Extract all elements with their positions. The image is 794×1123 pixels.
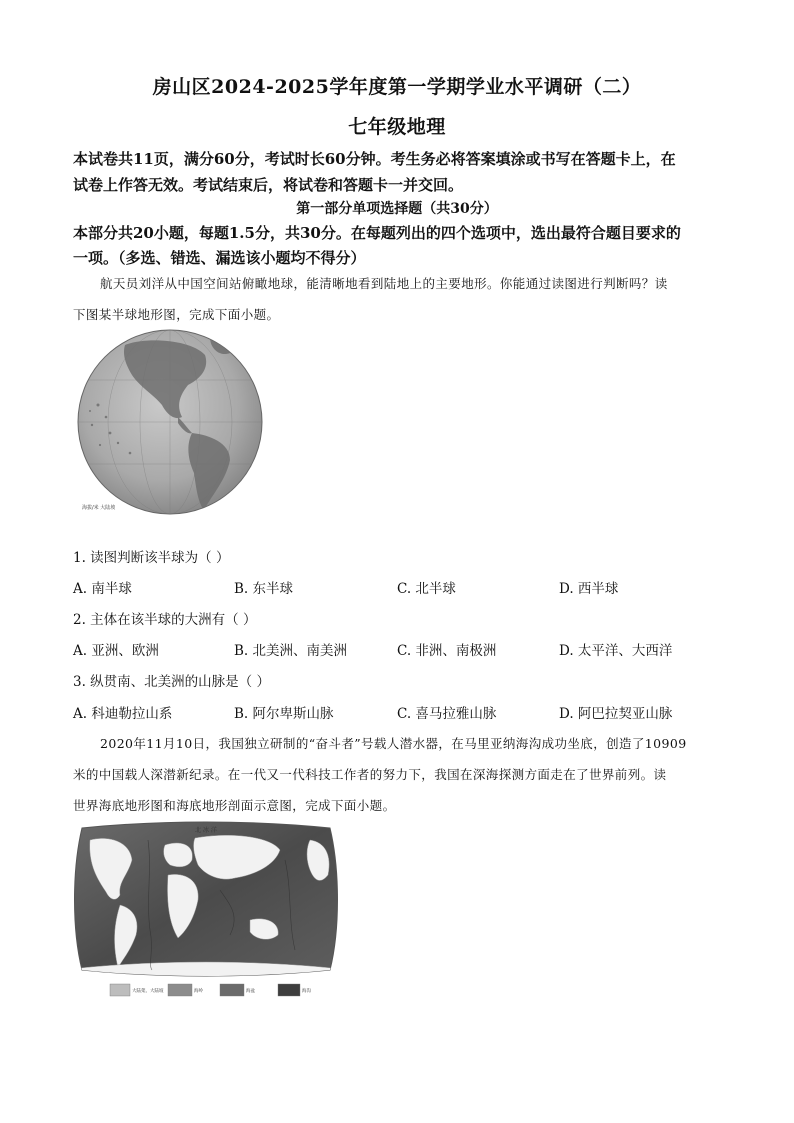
instructions-line-1: 本试卷共11页，满分60分，考试时长60分钟。考生务必将答案填涂或书写在答题卡上，在 xyxy=(73,150,676,168)
question-3-option-c[interactable]: C. 喜马拉雅山脉 xyxy=(397,706,497,722)
question-2-option-c[interactable]: C. 非洲、南极洲 xyxy=(397,643,497,659)
question-3-option-d[interactable]: D. 阿巴拉契亚山脉 xyxy=(559,706,673,722)
page-subtitle: 七年级地理 xyxy=(348,116,446,138)
map-legend xyxy=(110,984,311,996)
page-title: 房山区2024-2025学年度第一学期学业水平调研（二） xyxy=(152,76,642,98)
question-1-option-b[interactable]: B. 东半球 xyxy=(234,581,294,597)
passage-1-line-2: 下图某半球地形图，完成下面小题。 xyxy=(73,307,280,322)
question-3-option-a[interactable]: A. 科迪勒拉山系 xyxy=(73,706,173,722)
legend-label-ridge: 海岭 xyxy=(194,989,203,994)
question-2-option-a[interactable]: A. 亚洲、欧洲 xyxy=(73,643,159,659)
section-heading: 第一部分单项选择题（共30分） xyxy=(296,201,498,217)
question-2-option-d[interactable]: D. 太平洋、大西洋 xyxy=(559,643,673,659)
passage-2-line-1: 2020年11月10日，我国独立研制的“奋斗者”号载人潜水器，在马里亚纳海沟成功坐底，创造了10909 xyxy=(100,736,687,751)
question-1-option-d[interactable]: D. 西半球 xyxy=(559,581,619,597)
world-seafloor-map xyxy=(70,820,342,1000)
question-1-option-c[interactable]: C. 北半球 xyxy=(397,581,456,597)
question-1-stem: 1. 读图判断该半球为（ ） xyxy=(73,550,230,566)
question-3-stem: 3. 纵贯南、北美洲的山脉是（ ） xyxy=(73,674,270,690)
hemisphere-terrain-map xyxy=(70,325,270,525)
legend-label-basin: 海盆 xyxy=(246,989,255,994)
question-2-option-b[interactable]: B. 北美洲、南美洲 xyxy=(234,643,348,659)
passage-2-line-3: 世界海底地形图和海底地形剖面示意图，完成下面小题。 xyxy=(73,798,396,813)
figure-1-caption: 海拔/米 大陆坡 xyxy=(82,505,116,511)
map-top-label: 北 冰 洋 xyxy=(195,827,217,834)
question-1-option-a[interactable]: A. 南半球 xyxy=(73,581,132,597)
passage-2-line-2: 米的中国载人深潜新纪录。在一代又一代科技工作者的努力下，我国在深海探测方面走在了世界前列。读 xyxy=(73,767,667,782)
instructions-line-2: 试卷上作答无效。考试结束后，将试卷和答题卡一并交回。 xyxy=(73,176,464,194)
question-2-stem: 2. 主体在该半球的大洲有（ ） xyxy=(73,612,257,628)
passage-1-line-1: 航天员刘洋从中国空间站俯瞰地球，能清晰地看到陆地上的主要地形。你能通过读图进行判断吗？读 xyxy=(100,276,668,291)
legend-label-trench: 海沟 xyxy=(302,989,311,994)
section-desc-line-1: 本部分共20小题，每题1.5分，共30分。在每题列出的四个选项中，选出最符合题目要求的 xyxy=(73,224,681,242)
section-desc-line-2: 一项。（多选、错选、漏选该小题均不得分） xyxy=(73,249,366,267)
question-3-option-b[interactable]: B. 阿尔卑斯山脉 xyxy=(234,706,334,722)
legend-label-shelf: 大陆架、大陆坡 xyxy=(132,989,164,994)
